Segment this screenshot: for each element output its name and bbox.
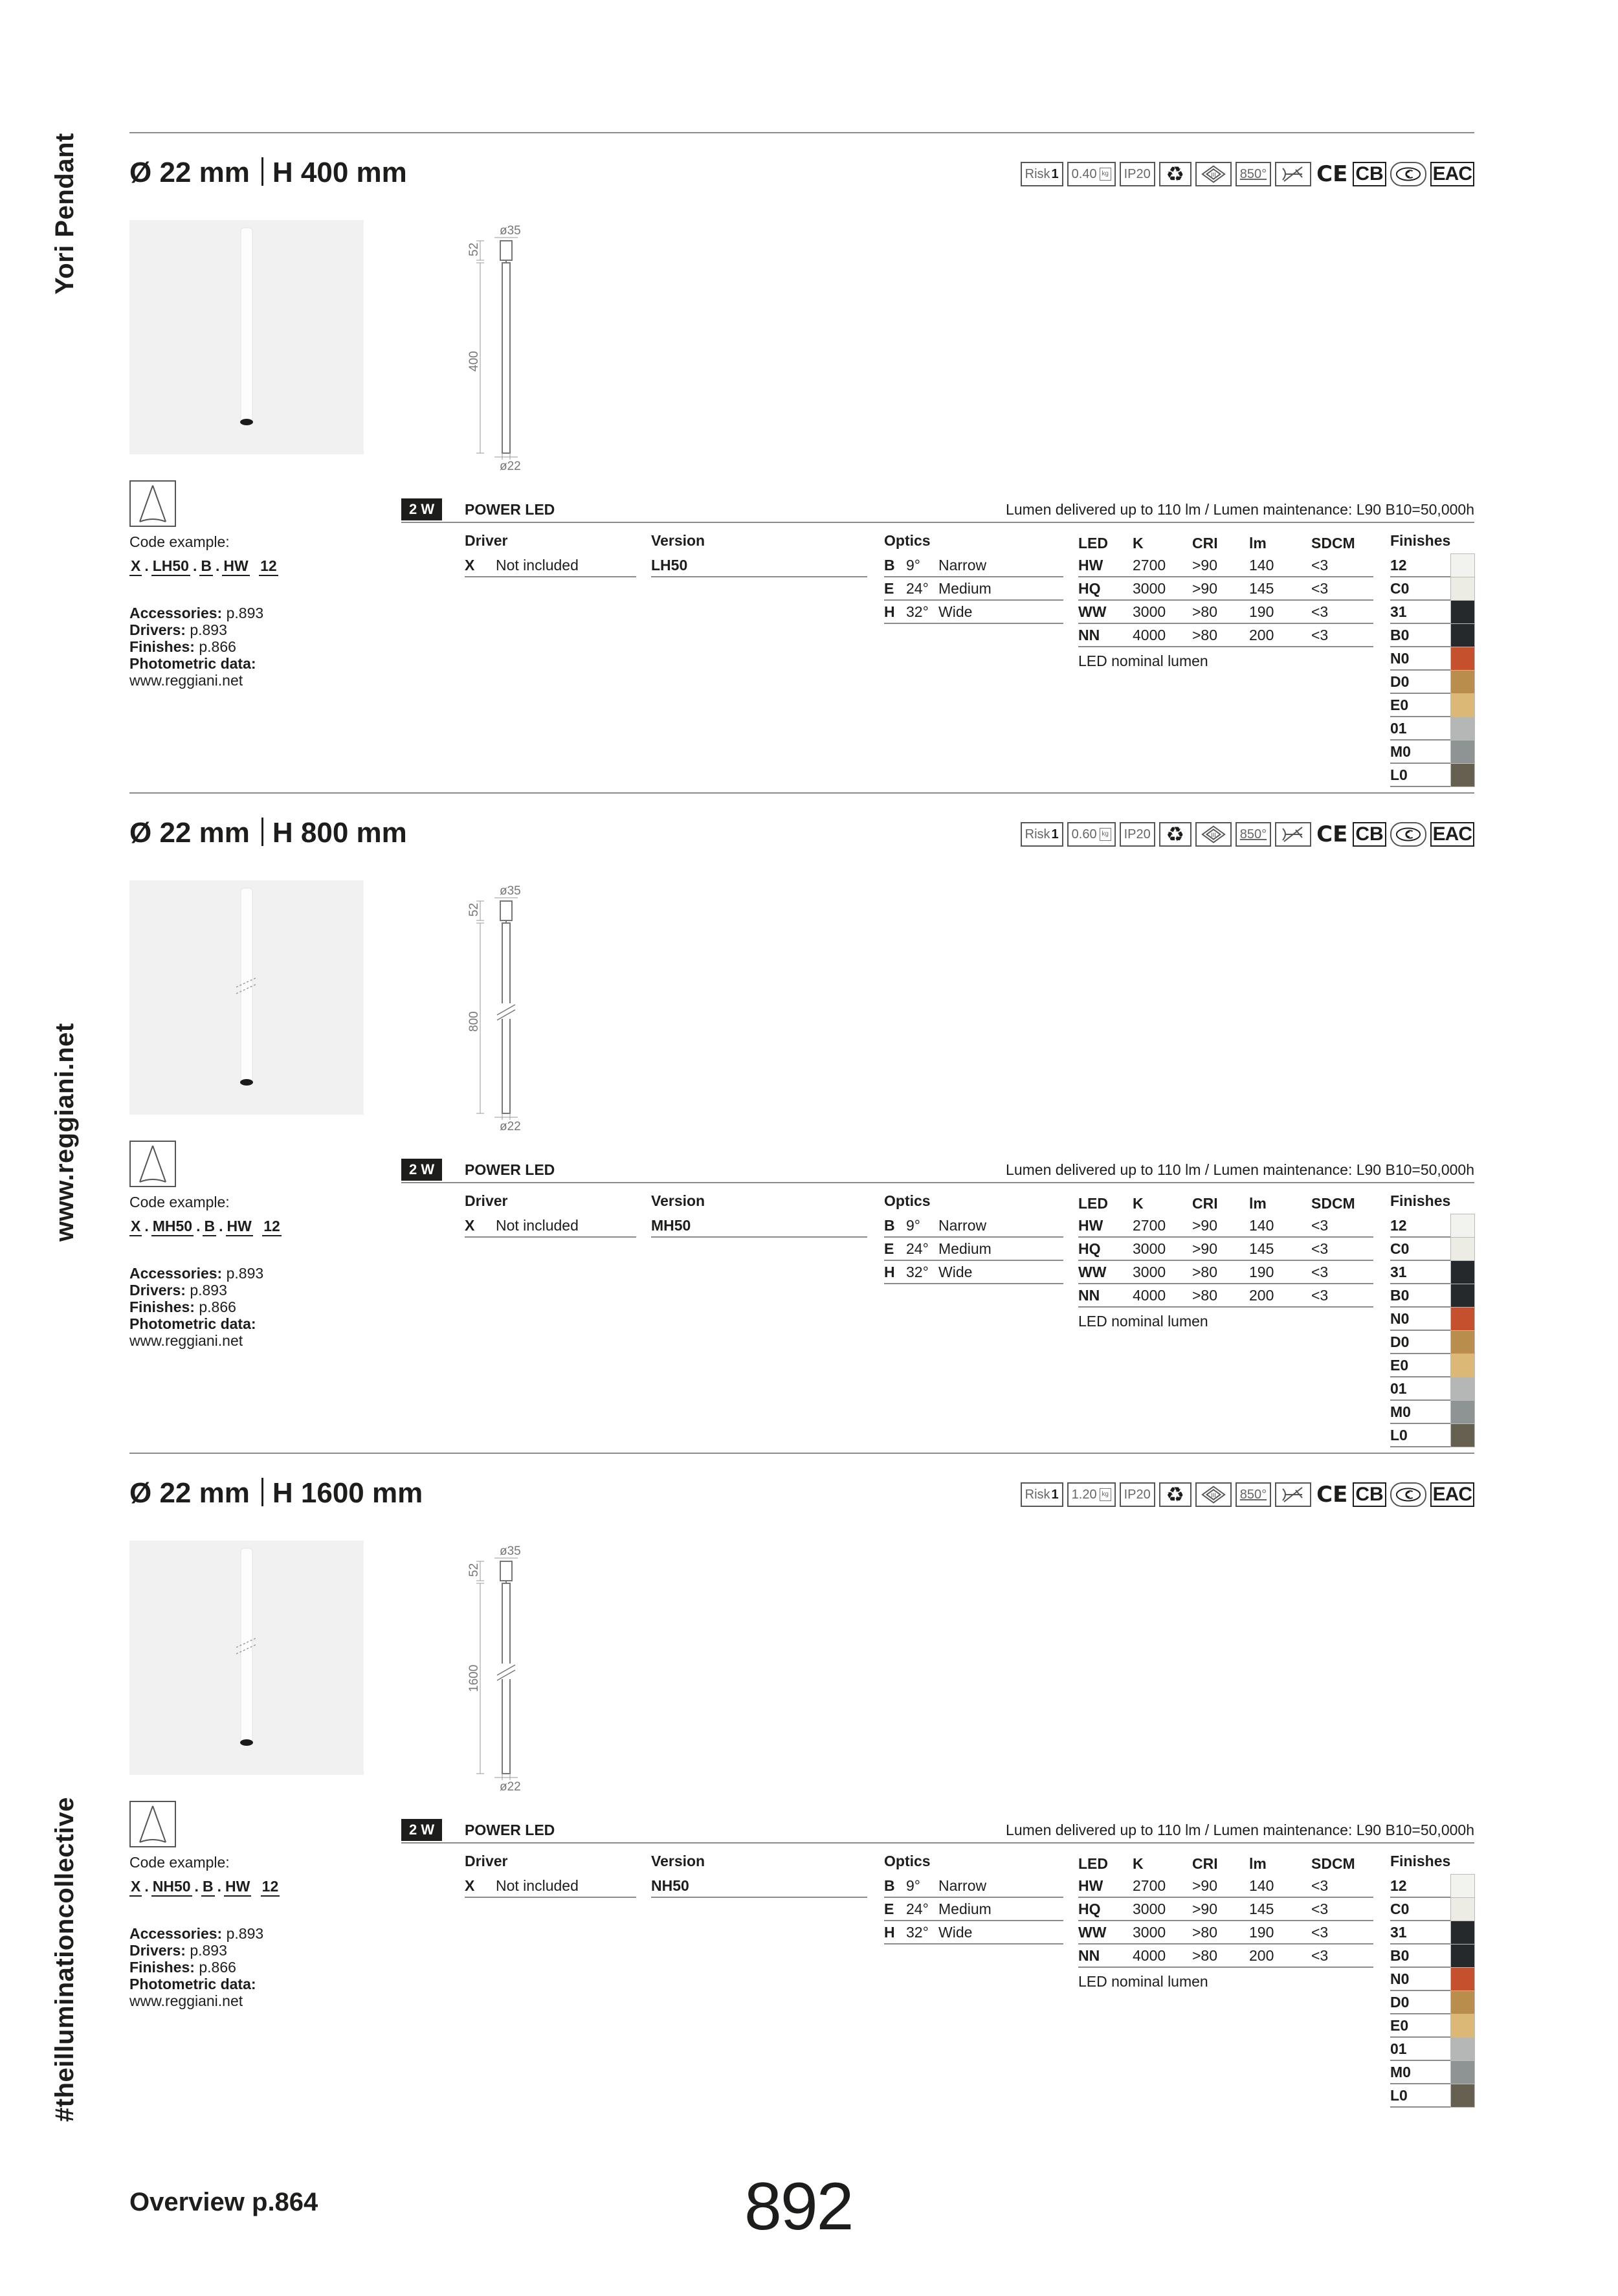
code-version: NH50 [151,1878,192,1897]
optics-column [884,532,1063,624]
finish-option: N0 [1390,1308,1474,1331]
power-led-label: POWER LED [465,1822,555,1838]
led-option: HW 2700 >90 140 <3 [1078,1875,1373,1898]
section-title [129,157,407,189]
product-photo [129,880,364,1115]
optics-option: B 9° Narrow [884,1214,1063,1238]
code-example: X . NH50 . B . HW 12 [129,1878,388,1897]
title-diameter: Ø 22 mm [129,817,250,849]
finish-swatch [1451,1354,1474,1377]
title-height: H 400 mm [272,157,407,188]
eac-mark: EAC [1430,822,1474,847]
code-optics: B [203,1218,216,1236]
finish-swatch [1451,1261,1474,1284]
finish-swatch [1451,1968,1474,1990]
finish-option: N0 [1390,1968,1474,1991]
led-option: NN 4000 >80 200 <3 [1078,1284,1373,1308]
finish-swatch [1451,2084,1474,2107]
finish-option: D0 [1390,1331,1474,1354]
dim-top-diameter: ø35 [500,224,521,238]
technical-drawing [453,876,647,1133]
finish-swatch [1451,741,1474,763]
optics-header: Optics [884,1192,931,1209]
finish-swatch [1451,717,1474,740]
finish-swatch [1451,2061,1474,2084]
finish-option: E0 [1390,694,1474,717]
finish-swatch [1451,2038,1474,2060]
weight-icon: kg [1100,828,1111,841]
code-optics: B [201,1878,215,1897]
version-header: Version [651,532,705,549]
version-column [651,1853,867,1898]
power-led-label: POWER LED [465,501,555,518]
code-example-block [129,533,388,689]
finish-option: L0 [1390,1424,1474,1447]
finish-option: 01 [1390,1377,1474,1401]
cb-mark: CB [1353,162,1386,186]
section-divider [129,132,1474,133]
technical-drawing [453,216,647,473]
page-number: 892 [744,2169,853,2244]
finishes-link[interactable]: p.866 [199,638,236,655]
power-row [401,1159,1474,1183]
weight-badge: 0.40 kg [1067,162,1116,186]
finish-swatch [1451,1284,1474,1307]
driver-header: Driver [465,532,508,549]
dim-cap-height: 52 [467,902,481,917]
photometric-link[interactable]: www.reggiani.net [129,1332,243,1349]
section-divider [129,1453,1474,1454]
glow-wire-badge: 850° [1236,1482,1271,1507]
power-led-label: POWER LED [465,1161,555,1178]
product-photo [129,220,364,454]
no-insulation-icon [1275,1482,1311,1507]
driver-option: X Not included [465,1875,636,1898]
finish-option: E0 [1390,2014,1474,2038]
cb-mark: CB [1353,822,1386,847]
certification-icons [1021,1482,1474,1507]
eac-mark: EAC [1430,162,1474,186]
finish-option: 12 [1390,1214,1474,1238]
ip-rating-badge: IP20 [1120,162,1155,186]
driver-option: X Not included [465,1214,636,1238]
led-header-row: LED K CRI lm SDCM [1078,1855,1355,1872]
finish-swatch [1451,1401,1474,1423]
risk-badge: Risk 1 [1021,162,1063,186]
side-hashtag: #theilluminationcollective [50,1796,79,2122]
finish-option: 01 [1390,2038,1474,2061]
finish-option: D0 [1390,1991,1474,2014]
led-option: HQ 3000 >90 145 <3 [1078,1898,1373,1921]
references: Accessories: p.893 Drivers: p.893 Finishes: p.866 Photometric data: www.reggiani.net [129,605,388,689]
drivers-link[interactable]: p.893 [190,621,227,638]
title-height: H 800 mm [272,817,407,849]
risk-badge: Risk 1 [1021,1482,1063,1507]
product-section [129,792,1474,1453]
code-example-label: Code example: [129,1194,230,1210]
accessories-link[interactable]: p.893 [226,1925,264,1942]
led-nominal-note: LED nominal lumen [1078,652,1208,669]
photometric-link[interactable]: www.reggiani.net [129,672,243,689]
recycle-icon: ♻ [1159,1482,1191,1507]
drivers-link[interactable]: p.893 [190,1282,227,1298]
finish-swatch [1451,1377,1474,1400]
led-option: WW 3000 >80 190 <3 [1078,1921,1373,1945]
code-version: LH50 [151,557,190,576]
finish-option: E0 [1390,1354,1474,1377]
finish-swatch [1451,1898,1474,1921]
references: Accessories: p.893 Drivers: p.893 Finishes: p.866 Photometric data: www.reggiani.net [129,1265,388,1349]
cb-mark: CB [1353,1482,1386,1507]
finish-swatch [1451,577,1474,600]
finish-option: M0 [1390,741,1474,764]
led-header-row: LED K CRI lm SDCM [1078,535,1355,552]
finishes-column [1390,532,1474,787]
section-divider [129,792,1474,794]
product-section [129,132,1474,792]
driver-column [465,532,636,577]
weight-icon: kg [1100,1488,1111,1501]
finish-option: L0 [1390,764,1474,787]
driver-header: Driver [465,1853,508,1869]
finish-swatch [1451,624,1474,647]
code-finish: 12 [261,1878,280,1897]
finish-option: D0 [1390,671,1474,694]
photometric-link[interactable]: www.reggiani.net [129,1992,243,2009]
finish-option: M0 [1390,1401,1474,1424]
references: Accessories: p.893 Drivers: p.893 Finishes: p.866 Photometric data: www.reggiani.net [129,1925,388,2009]
section-title [129,1477,423,1510]
finishes-column [1390,1192,1474,1447]
finish-swatch [1451,671,1474,693]
code-example-block [129,1854,388,2009]
code-driver: X [129,1878,142,1897]
version-option: LH50 [651,554,867,577]
driver-column [465,1853,636,1898]
power-row [401,1819,1474,1844]
code-driver: X [129,557,142,576]
technical-drawing [453,1537,647,1794]
led-option: HQ 3000 >90 145 <3 [1078,577,1373,601]
certification-icons [1021,162,1474,186]
wattage-badge: 2 W [401,498,442,520]
optics-option: B 9° Narrow [884,554,1063,577]
led-option: NN 4000 >80 200 <3 [1078,1945,1373,1968]
risk-badge: Risk 1 [1021,822,1063,847]
code-example: X . MH50 . B . HW 12 [129,1218,388,1236]
finish-option: 01 [1390,717,1474,741]
lumen-info: Lumen delivered up to 110 lm / Lumen maintenance: L90 B10=50,000h [1006,1822,1474,1838]
dim-bottom-diameter: ø22 [500,1780,521,1794]
side-website[interactable]: www.reggiani.net [50,1023,79,1242]
title-separator [261,1478,263,1506]
version-column [651,532,867,577]
code-led: HW [226,1218,253,1236]
finish-swatch [1451,1424,1474,1447]
finish-swatch [1451,2014,1474,2037]
ul-mark-icon [1390,1482,1426,1507]
finishes-header: Finishes [1390,532,1451,549]
beam-symbol-icon [129,1141,176,1187]
finish-option: B0 [1390,1284,1474,1308]
optics-header: Optics [884,532,931,549]
led-option: WW 3000 >80 190 <3 [1078,1261,1373,1284]
dim-top-diameter: ø35 [500,1544,521,1558]
finish-swatch [1451,647,1474,670]
certification-icons [1021,822,1474,847]
recycle-icon: ♻ [1159,822,1191,847]
finish-option: C0 [1390,577,1474,601]
finish-option: 12 [1390,554,1474,577]
lumen-info: Lumen delivered up to 110 lm / Lumen maintenance: L90 B10=50,000h [1006,501,1474,518]
led-column [1078,532,1373,670]
dim-top-diameter: ø35 [500,884,521,898]
title-diameter: Ø 22 mm [129,157,250,188]
finish-option: L0 [1390,2084,1474,2108]
weight-icon: kg [1100,168,1111,181]
class-iii-icon [1195,822,1232,847]
finish-option: C0 [1390,1238,1474,1261]
accessories-link[interactable]: p.893 [226,1265,264,1282]
finish-swatch [1451,764,1474,786]
glow-wire-badge: 850° [1236,822,1271,847]
optics-option: B 9° Narrow [884,1875,1063,1898]
finish-swatch [1451,1238,1474,1260]
ip-rating-badge: IP20 [1120,1482,1155,1507]
glow-wire-badge: 850° [1236,162,1271,186]
optics-column [884,1853,1063,1945]
finish-swatch [1451,554,1474,577]
finishes-link[interactable]: p.866 [199,1959,236,1976]
ce-mark: CE [1316,1482,1348,1508]
finish-swatch [1451,1214,1474,1237]
accessories-link[interactable]: p.893 [226,605,264,621]
driver-option: X Not included [465,554,636,577]
finish-option: M0 [1390,2061,1474,2084]
code-driver: X [129,1218,142,1236]
optics-header: Optics [884,1853,931,1869]
svg-text:III: III [1210,1491,1216,1499]
eac-mark: EAC [1430,1482,1474,1507]
title-height: H 1600 mm [272,1477,423,1509]
weight-badge: 1.20 kg [1067,1482,1116,1507]
product-section [129,1453,1474,2113]
finish-swatch [1451,1945,1474,1967]
version-header: Version [651,1192,705,1209]
side-product-name: Yori Pendant [50,133,79,295]
title-separator [261,157,263,186]
version-option: MH50 [651,1214,867,1238]
wattage-badge: 2 W [401,1159,442,1181]
finish-option: 31 [1390,1921,1474,1945]
led-option: NN 4000 >80 200 <3 [1078,624,1373,647]
ce-mark: CE [1316,161,1348,187]
no-insulation-icon [1275,162,1311,186]
version-column [651,1192,867,1238]
ul-mark-icon [1390,822,1426,847]
led-column [1078,1192,1373,1330]
led-nominal-note: LED nominal lumen [1078,1313,1208,1330]
dim-bottom-diameter: ø22 [500,460,521,473]
class-iii-icon [1195,162,1232,186]
power-row [401,498,1474,523]
code-example-label: Code example: [129,1854,230,1871]
led-option: HW 2700 >90 140 <3 [1078,554,1373,577]
version-option: NH50 [651,1875,867,1898]
optics-option: E 24° Medium [884,1238,1063,1261]
dim-body-height: 400 [467,351,481,372]
code-example-block [129,1194,388,1349]
title-separator [261,818,263,846]
product-photo [129,1541,364,1775]
driver-header: Driver [465,1192,508,1209]
finish-option: 31 [1390,601,1474,624]
dim-bottom-diameter: ø22 [500,1120,521,1133]
finish-option: 12 [1390,1875,1474,1898]
finish-swatch [1451,601,1474,623]
optics-option: H 32° Wide [884,601,1063,624]
drivers-link[interactable]: p.893 [190,1942,227,1959]
finish-option: B0 [1390,1945,1474,1968]
code-finish: 12 [259,557,278,576]
dim-cap-height: 52 [467,1563,481,1577]
optics-option: H 32° Wide [884,1921,1063,1945]
led-column [1078,1853,1373,1990]
overview-link[interactable]: Overview p.864 [129,2188,318,2216]
driver-column [465,1192,636,1238]
finishes-header: Finishes [1390,1853,1451,1869]
finish-option: C0 [1390,1898,1474,1921]
beam-symbol-icon [129,1801,176,1847]
dim-cap-height: 52 [467,242,481,256]
finishes-header: Finishes [1390,1192,1451,1209]
lumen-info: Lumen delivered up to 110 lm / Lumen maintenance: L90 B10=50,000h [1006,1161,1474,1178]
led-option: HW 2700 >90 140 <3 [1078,1214,1373,1238]
finish-option: 31 [1390,1261,1474,1284]
code-version: MH50 [151,1218,194,1236]
led-header-row: LED K CRI lm SDCM [1078,1195,1355,1212]
optics-option: E 24° Medium [884,1898,1063,1921]
weight-badge: 0.60 kg [1067,822,1116,847]
version-header: Version [651,1853,705,1869]
code-example: X . LH50 . B . HW 12 [129,557,388,576]
code-optics: B [199,557,213,576]
code-led: HW [224,1878,251,1897]
code-example-label: Code example: [129,533,230,550]
finish-swatch [1451,694,1474,717]
recycle-icon: ♻ [1159,162,1191,186]
finish-option: N0 [1390,647,1474,671]
led-option: HQ 3000 >90 145 <3 [1078,1238,1373,1261]
optics-option: H 32° Wide [884,1261,1063,1284]
finish-swatch [1451,1331,1474,1354]
dim-body-height: 800 [467,1011,481,1032]
title-diameter: Ø 22 mm [129,1477,250,1509]
led-nominal-note: LED nominal lumen [1078,1973,1208,1990]
code-finish: 12 [262,1218,282,1236]
code-led: HW [222,557,249,576]
finish-swatch [1451,1921,1474,1944]
wattage-badge: 2 W [401,1819,442,1841]
svg-text:III: III [1210,171,1216,179]
finishes-column [1390,1853,1474,2108]
ip-rating-badge: IP20 [1120,822,1155,847]
no-insulation-icon [1275,822,1311,847]
dim-body-height: 1600 [467,1664,481,1692]
beam-symbol-icon [129,480,176,527]
section-title [129,817,407,849]
ul-mark-icon [1390,162,1426,186]
class-iii-icon [1195,1482,1232,1507]
optics-column [884,1192,1063,1284]
finish-option: B0 [1390,624,1474,647]
optics-option: E 24° Medium [884,577,1063,601]
finish-swatch [1451,1308,1474,1330]
ce-mark: CE [1316,821,1348,847]
finish-swatch [1451,1991,1474,2014]
led-option: WW 3000 >80 190 <3 [1078,601,1373,624]
finish-swatch [1451,1875,1474,1897]
finishes-link[interactable]: p.866 [199,1298,236,1315]
svg-text:III: III [1210,831,1216,839]
